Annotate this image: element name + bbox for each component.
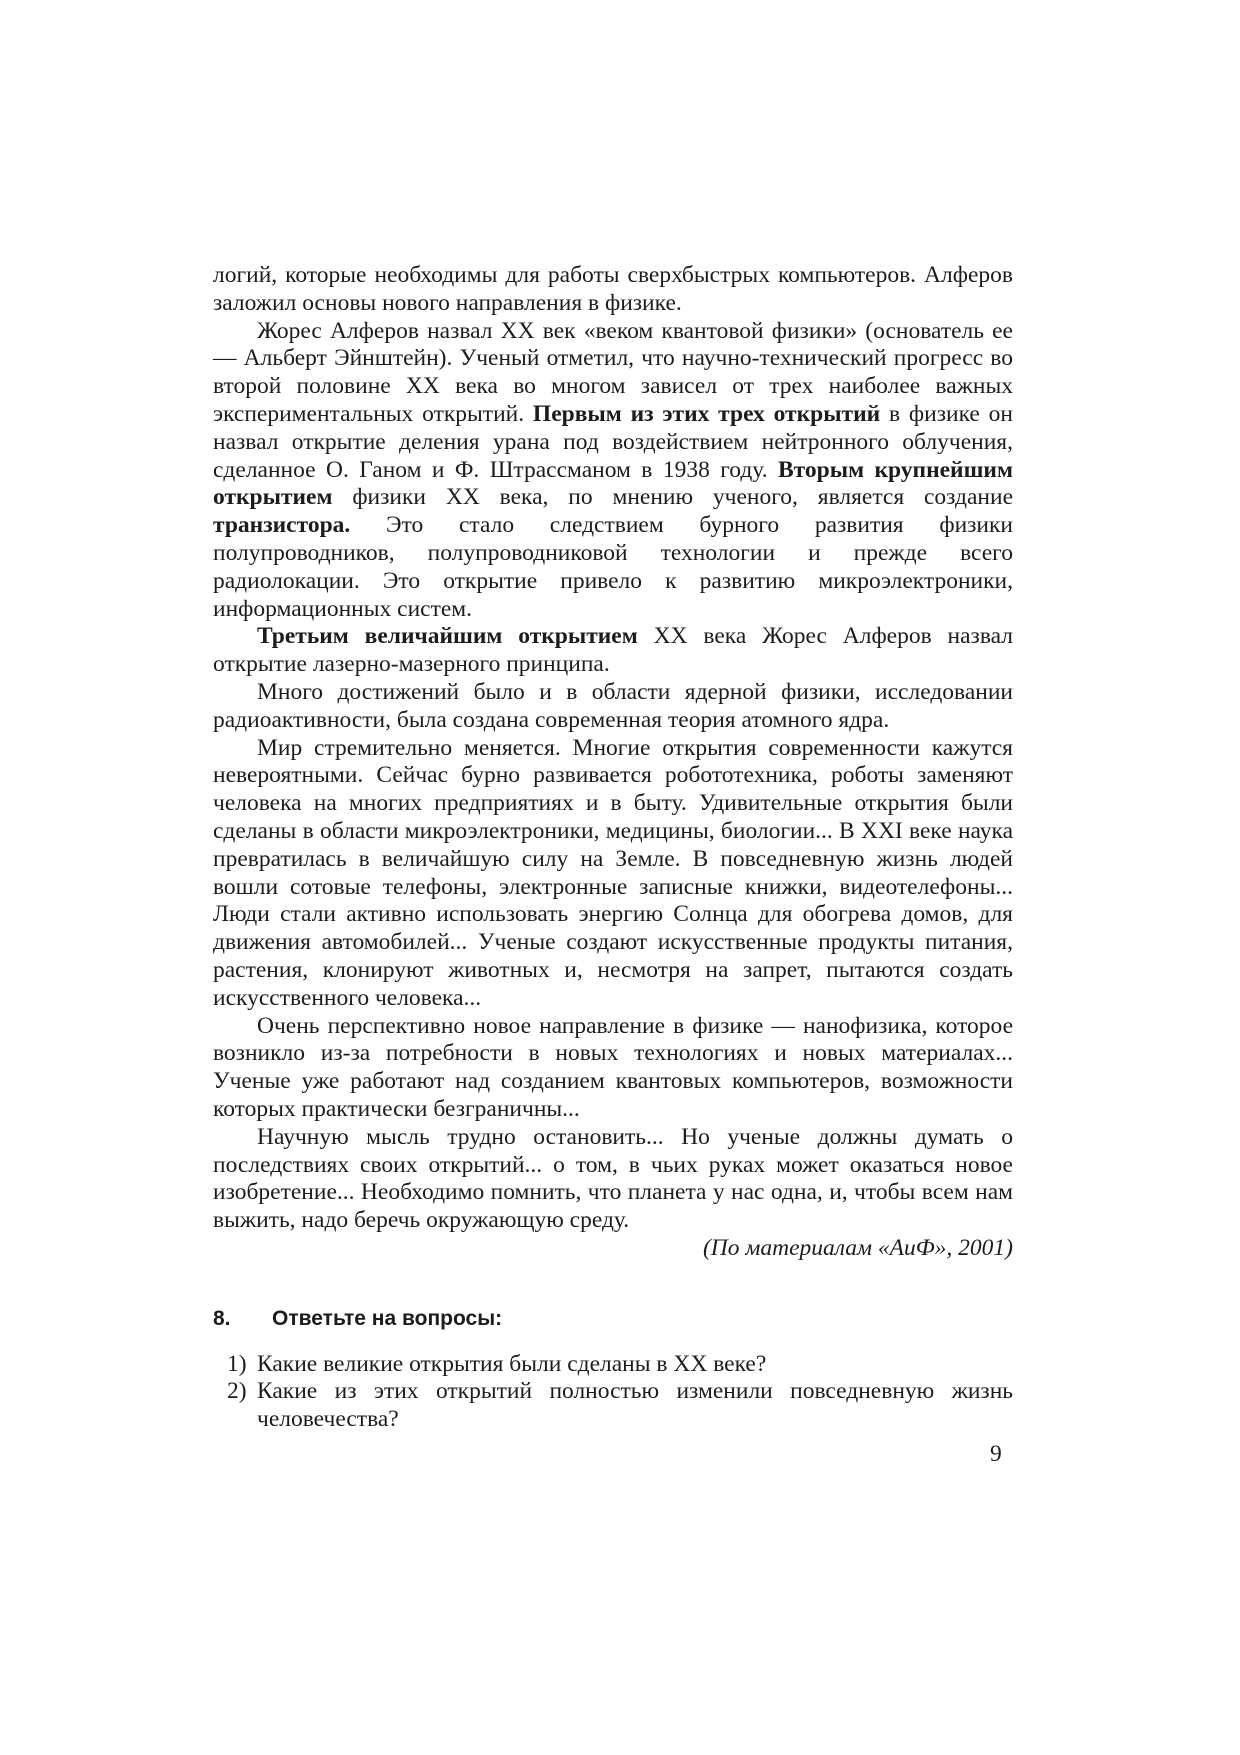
paragraph [213,262,1013,318]
bold-phrase: Третьим величайшим открытием [257,623,638,650]
question-list [213,1351,1013,1434]
paragraph [213,1013,1013,1124]
text-run: Очень перспективно новое направление в физике — нанофизика, которое возникло из-за потребности в новых технологиях и новых материалах... Ученые уже работают над созданием квантовых компьютеров, возможности которых практически безграничны... [213,1012,1013,1122]
question-item [213,1351,1013,1379]
bold-phrase: Вторым крупнейшим открытием [213,456,1013,511]
text-run: логий, которые необходимы для работы сверхбыстрых компьютеров. Алферов заложил основы нового направления в физике. [213,262,1013,316]
page-number: 9 [990,1441,1002,1467]
paragraph [213,679,1013,735]
paragraph [213,623,1013,679]
task-heading [213,1305,1013,1333]
paragraph [213,1124,1013,1235]
text-run: физики XX века, по мнению ученого, является создание [332,484,1013,511]
bold-phrase: транзистора. [213,512,351,539]
text-run: Жорес Алферов назвал XX век «веком квантовой физики» (основатель ее — Альберт Эйнштейн). Ученый отметил, что научно-технический прогресс во второй половине XX века во многом зависел от трех наиболее важных экспериментальных открытий. [213,317,1013,427]
text-run: в физике он назвал открытие деления урана под воздействием нейтронного облучения, сделанное О. Ганом и Ф. Штрассманом в 1938 году. [213,400,1013,483]
paragraph [213,318,1013,624]
source-citation: (По материалам «АиФ», 2001) [702,1234,1013,1261]
bold-phrase: Первым из этих трех открытий [532,400,881,427]
text-run: Научную мысль трудно остановить... Но ученые должны думать о последствиях своих открытий... о том, в чьих руках может оказаться новое изобретение... Необходимо помнить, что планета у нас одна, и, чтобы всем нам выжить, надо беречь окружающую среду. [213,1123,1013,1234]
question-number: 2) [227,1378,247,1405]
article-text [213,262,1013,1235]
question-number: 1) [227,1350,247,1377]
text-run: Это стало следствием бурного развития физики полупроводников, полупроводниковой технологии и прежде всего радиолокации. Это открытие привело к развитию микроэлектроники, информационных систем. [213,512,1013,622]
task-title: Ответьте на вопросы: [272,1306,503,1330]
page-content [213,262,1013,1434]
text-run: Мир стремительно меняется. Многие открытия современности кажутся невероятными. Сейчас бурно развивается робототехника, роботы заменяют человека на многих предприятиях и в быту. Удивительные открытия были сделаны в области микроэлектроники, медицины, биологии... В XXI веке наука превратилась в величайшую силу на Земле. В повседневную жизнь людей вошли сотовые телефоны, электронные записные книжки, видеотелефоны... Люди стали активно использовать энергию Солнца для обогрева домов, для движения автомобилей... Ученые создают искусственные продукты питания, растения, клонируют животных и, несмотря на запрет, пытаются создать искусственного человека... [213,734,1013,1011]
paragraph [213,735,1013,1013]
question-item [213,1378,1013,1434]
question-text: Какие из этих открытий полностью изменили повседневную жизнь человечества? [257,1378,1013,1433]
question-text: Какие великие открытия были сделаны в XX веке? [257,1350,767,1377]
task-number: 8. [213,1306,231,1330]
text-run: XX века Жорес Алферов назвал открытие лазерно-мазерного принципа. [213,623,1013,678]
text-run: Много достижений было и в области ядерной физики, исследовании радиоактивности, была создана современная теория атомного ядра. [213,678,1013,733]
